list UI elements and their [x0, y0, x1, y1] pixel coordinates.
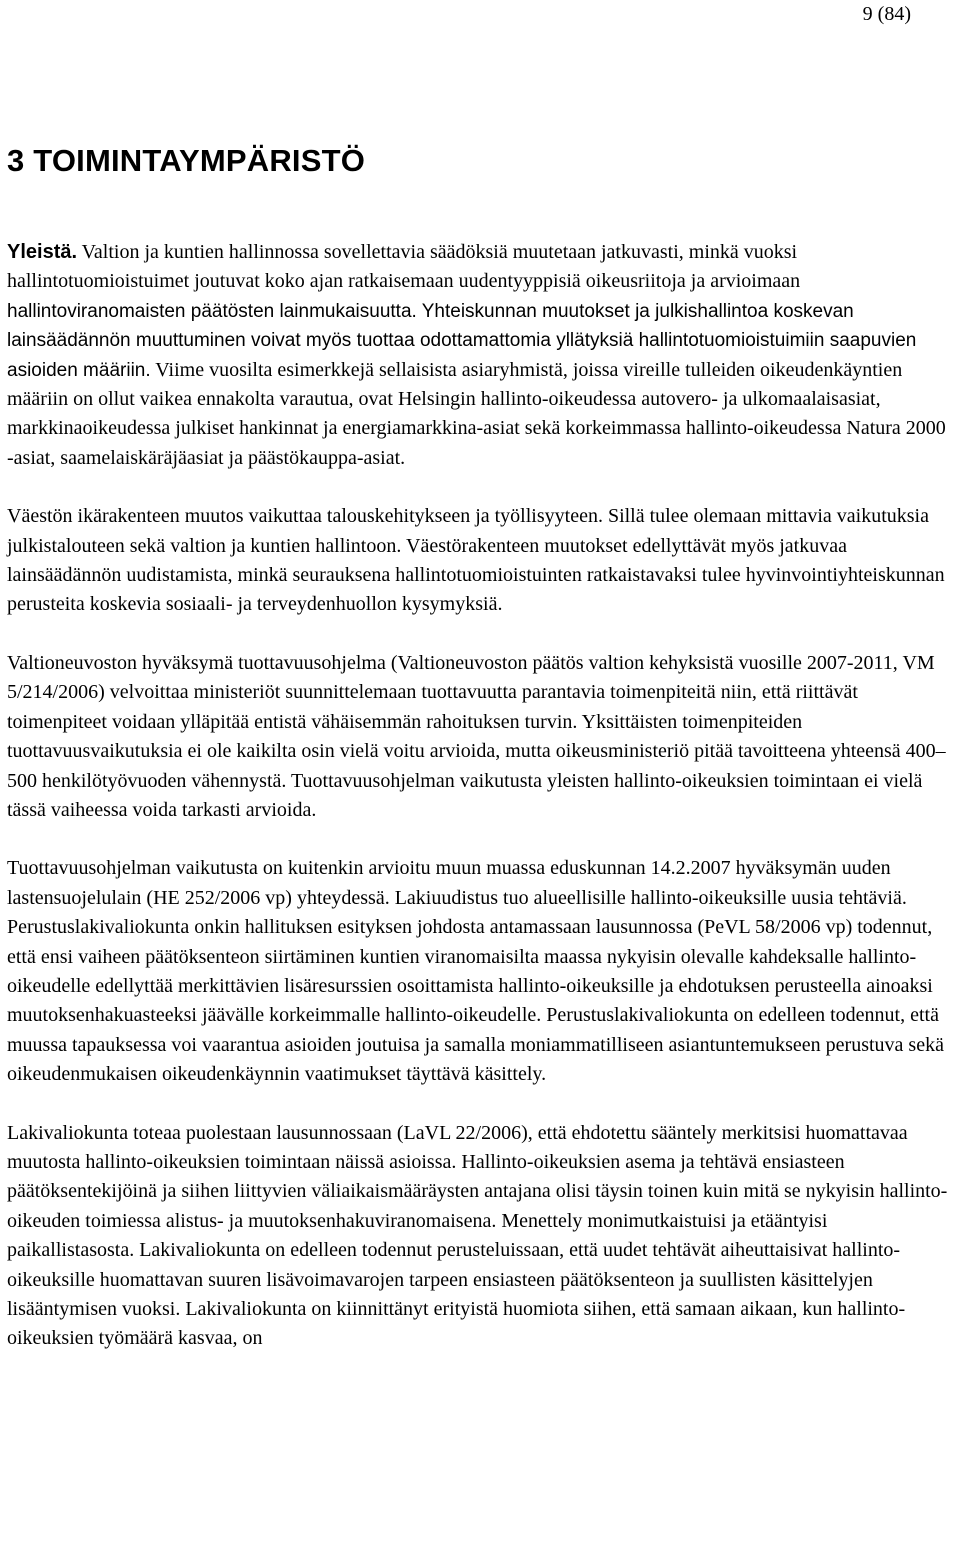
paragraph-text-sans: hallintoviranomaisten päätösten lainmukaisuutta. Yhteiskunnan muutokset ja julkishallintoa koskevan lainsäädännön muuttuminen voivat myös tuottaa odottamattomia yllätyksiä hallintotuomioistuimiin saapuvien asioiden määriin.: [7, 300, 917, 381]
paragraph-productivity-programme: Valtioneuvoston hyväksymä tuottavuusohjelma (Valtioneuvoston päätös valtion kehyksistä vuosille 2007-2011, VM 5/214/2006) velvoittaa ministeriöt suunnittelemaan tuottavuutta parantavia toimenpiteitä niin, että riittävät toimenpiteet voidaan ylläpitää entistä vähäisemmän rahoituksen turvin. Yksittäisten toimenpiteiden tuottavuusvaikutuksia ei ole kaikilta osin vielä voitu arvioida, mutta oikeusministeriö pitää tavoitteena yhteensä 400–500 henkilötyövuoden vähennystä. Tuottavuusohjelman vaikutusta yleisten hallinto-oikeuksien toimintaan ei vielä tässä vaiheessa voida tarkasti arvioida.: [7, 651, 946, 821]
paragraph-legal-committee: Lakivaliokunta toteaa puolestaan lausunnossaan (LaVL 22/2006), että ehdotettu sääntely merkitsisi huomattavaa muutosta hallinto-oikeuksien toimintaan näissä asioissa. Hallinto-oikeuksien asema ja tehtävä ensiasteen päätöksentekijöinä ja siihen liittyvien väliaikaismääräysten antajana olisi täysin toinen kuin mitä se nykyisin hallinto-oikeuden toimiessa alistus- ja muutoksenhakuviranomaisena. Menettely monimutkaistuisi ja etääntyisi paikallistasosta. Lakivaliokunta on edelleen todennut perusteluissaan, että uudet tehtävät aiheuttaisivat hallinto-oikeuksille huomattavan suuren lisävoimavarojen tarpeen ensiasteen päätöksenteon ja suullisten käsittelyjen lisääntymisen vuoksi. Lakivaliokunta on kiinnittänyt erityistä huomiota siihen, että samaan aikaan, kun hallinto-oikeuksien työmäärä kasvaa, on: [7, 1121, 948, 1350]
paragraph-text: Viime vuosilta esimerkkejä sellaisista asiaryhmistä, joissa vireille tulleiden oikeudenkäyntien määriin on ollut vaikea ennakolta varautua, ovat Helsingin hallinto-oikeudessa autovero- ja ulkomaalaisasiat, markkinaoikeudessa julkiset hankinnat ja energiamarkkina-asiat sekä korkeimmassa hallinto-oikeudessa Natura 2000 -asiat, saamelaiskäräjäasiat ja päästökauppa-asiat.: [7, 358, 946, 469]
paragraph-general: [7, 238, 953, 473]
paragraph-text: Valtion ja kuntien hallinnossa sovellettavia säädöksiä muutetaan jatkuvasti, minkä vuoksi hallintotuomioistuimet joutuvat koko ajan ratkaisemaan uudentyyppisiä oikeusriitoja ja arvioimaan: [7, 241, 801, 293]
chapter-heading: 3 TOIMINTAYMPÄRISTÖ: [7, 143, 366, 178]
paragraph-population: Väestön ikärakenteen muutos vaikuttaa talouskehitykseen ja työllisyyteen. Sillä tulee olemaan mittavia vaikutuksia julkistalouteen sekä valtion ja kuntien hallintoon. Väestörakenteen muutokset edellyttävät myös jatkuvaa lainsäädännön uudistamista, minkä seurauksena hallintotuomioistuinten ratkaistavaksi tulee hyvinvointiyhteiskunnan perusteita koskevia sosiaali- ja terveydenhuollon kysymyksiä.: [7, 505, 945, 616]
page-number: 9 (84): [862, 3, 911, 25]
paragraph-child-welfare-law: Tuottavuusohjelman vaikutusta on kuitenkin arvioitu muun muassa eduskunnan 14.2.2007 hyväksymän uuden lastensuojelulain (HE 252/2006 vp) yhteydessä. Lakiuudistus tuo alueellisille hallinto-oikeuksille uusia tehtäviä. Perustuslakivaliokunta onkin hallituksen esityksen johdosta antamassaan lausunnossa (PeVL 58/2006 vp) todennut, että ensi vaiheen päätöksenteon siirtäminen kuntien viranomaisilta maassa nykyisin olevalle kahdeksalle hallinto-oikeudelle edellyttää merkittävien lisäresurssien osoittamista hallinto-oikeuksille ja ehdotuksen perusteella ainoaksi muutoksenhakuasteeksi jäävälle korkeimmalle hallinto-oikeudelle. Perustuslakivaliokunta on edelleen todennut, että muussa tapauksessa voi vaarantua asioiden joutuisa ja samalla moniammatilliseen asiantuntemukseen perustuva sekä oikeudenmukaisen oikeudenkäynnin vaatimukset täyttävä käsittely.: [7, 857, 944, 1086]
paragraph-lead-in: Yleistä.: [7, 241, 78, 263]
body-text: [7, 238, 953, 1383]
